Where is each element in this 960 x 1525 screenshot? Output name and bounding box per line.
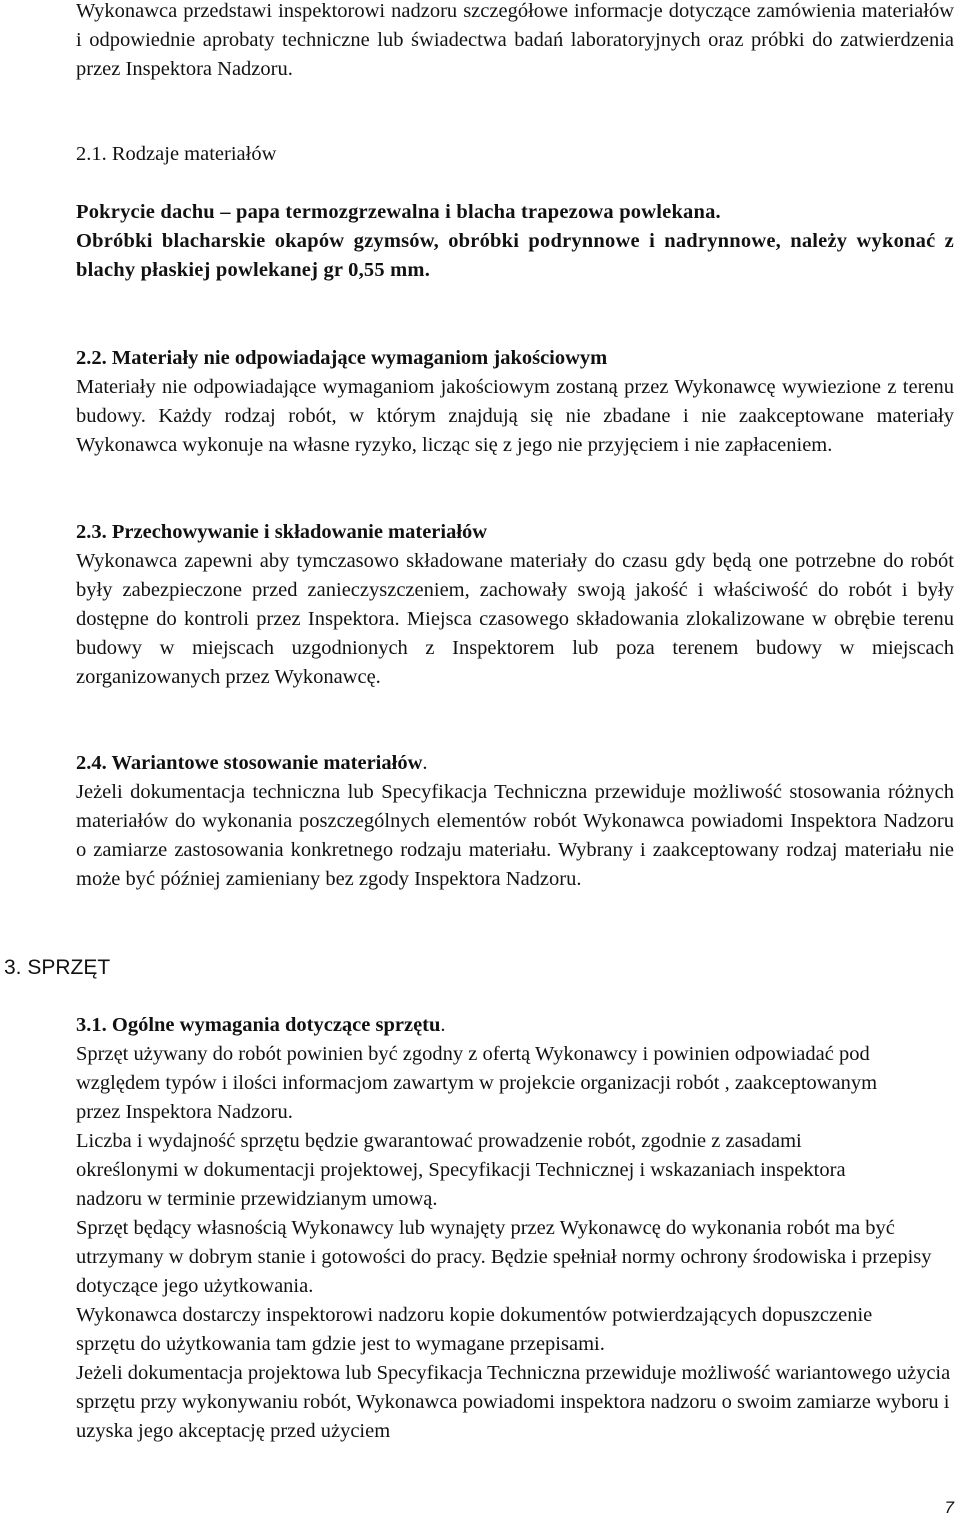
section-3-1-heading-dot: .: [440, 1014, 446, 1036]
section-3-1: [76, 1011, 954, 1446]
section-2-4-heading-line: [76, 749, 954, 778]
section-3-1-paragraph-1: Sprzęt używany do robót powinien być zgodny z ofertą Wykonawcy i powinien odpowiadać pod względem typów i ilości informacjom zawartym w projekcie organizacji robót , zaakceptowanym przez Inspektora Nadzoru.: [76, 1043, 878, 1123]
roofing-line: Pokrycie dachu – papa termozgrzewalna i blacha trapezowa powlekana.: [76, 201, 721, 223]
section-2-2-body: Materiały nie odpowiadające wymaganiom jakościowym zostaną przez Wykonawcę wywiezione z terenu budowy. Każdy rodzaj robót, w którym znajdują się nie zbadane i nie zaakceptowane materiały Wykonawca wykonuje na własne ryzyko, licząc się z jego nie przyjęciem i nie zapłaceniem.: [76, 376, 954, 456]
section-2-1-body: [76, 198, 954, 285]
section-3-1-paragraph-3: Sprzęt będący własnością Wykonawcy lub wynajęty przez Wykonawcę do wykonania robót ma być utrzymany w dobrym stanie i gotowości do pracy. Będzie spełniał normy ochrony środowiska i przepisy dotyczące jego użytkowania.: [76, 1217, 932, 1297]
section-2-4-body: Jeżeli dokumentacja techniczna lub Specyfikacja Techniczna przewiduje możliwość stosowania różnych materiałów do wykonania poszczególnych elementów robót Wykonawca powiadomi Inspektora Nadzoru o zamiarze zastosowania konkretnego rodzaju materiału. Wybrany i zaakceptowany rodzaj materiału nie może być później zamieniany bez zgody Inspektora Nadzoru.: [76, 781, 954, 890]
section-2-4-heading-dot: .: [422, 752, 428, 774]
section-2-1-heading: 2.1. Rodzaje materiałów: [76, 143, 277, 165]
section-2-4-heading: 2.4. Wariantowe stosowanie materiałów: [76, 752, 423, 774]
section-3-1-paragraph-4: Wykonawca dostarczy inspektorowi nadzoru kopie dokumentów potwierdzających dopuszczenie sprzętu do użytkowania tam gdzie jest to wymagane przepisami.: [76, 1304, 873, 1355]
flashing-line: Obróbki blacharskie okapów gzymsów, obróbki podrynnowe i nadrynnowe, należy wykonać z blachy płaskiej powlekanej gr 0,55 mm.: [76, 230, 954, 281]
section-2-4: [76, 749, 954, 894]
page-number: 7: [944, 1498, 954, 1517]
section-2-2-heading: 2.2. Materiały nie odpowiadające wymaganiom jakościowym: [76, 347, 608, 369]
intro-paragraph: Wykonawca przedstawi inspektorowi nadzoru szczegółowe informacje dotyczące zamówienia materiałów i odpowiednie aprobaty techniczne lub świadectwa badań laboratoryjnych oraz próbki do zatwierdzenia przez Inspektora Nadzoru.: [76, 0, 954, 80]
section-2-3: [76, 518, 954, 692]
section-2-3-heading: 2.3. Przechowywanie i składowanie materiałów: [76, 521, 488, 543]
section-3-1-paragraph-5: Jeżeli dokumentacja projektowa lub Specyfikacja Techniczna przewiduje możliwość wariantowego użycia sprzętu przy wykonywaniu robót, Wykonawca powiadomi inspektora nadzoru o swoim zamiarze wyboru i uzyska jego akceptację przed użyciem: [76, 1362, 951, 1442]
section-2-2: [76, 344, 954, 460]
section-3-1-paragraph-2: Liczba i wydajność sprzętu będzie gwarantować prowadzenie robót, zgodnie z zasadami określonymi w dokumentacji projektowej, Specyfikacji Technicznej i wskazaniach inspektora nadzoru w terminie przewidzianym umową.: [76, 1130, 846, 1210]
section-3-1-heading-line: [76, 1011, 954, 1040]
chapter-3-title: 3. SPRZĘT: [4, 956, 111, 979]
section-3-1-heading: 3.1. Ogólne wymagania dotyczące sprzętu: [76, 1014, 441, 1036]
section-2-3-body: Wykonawca zapewni aby tymczasowo składowane materiały do czasu gdy będą one potrzebne do robót były zabezpieczone przed zanieczyszczeniem, zachowały swoją jakość i właściwość do robót i były dostępne do kontroli przez Inspektora. Miejsca czasowego składowania zlokalizowane w obrębie terenu budowy w miejscach uzgodnionych z Inspektorem lub poza terenem budowy w miejscach zorganizowanych przez Wykonawcę.: [76, 550, 954, 688]
